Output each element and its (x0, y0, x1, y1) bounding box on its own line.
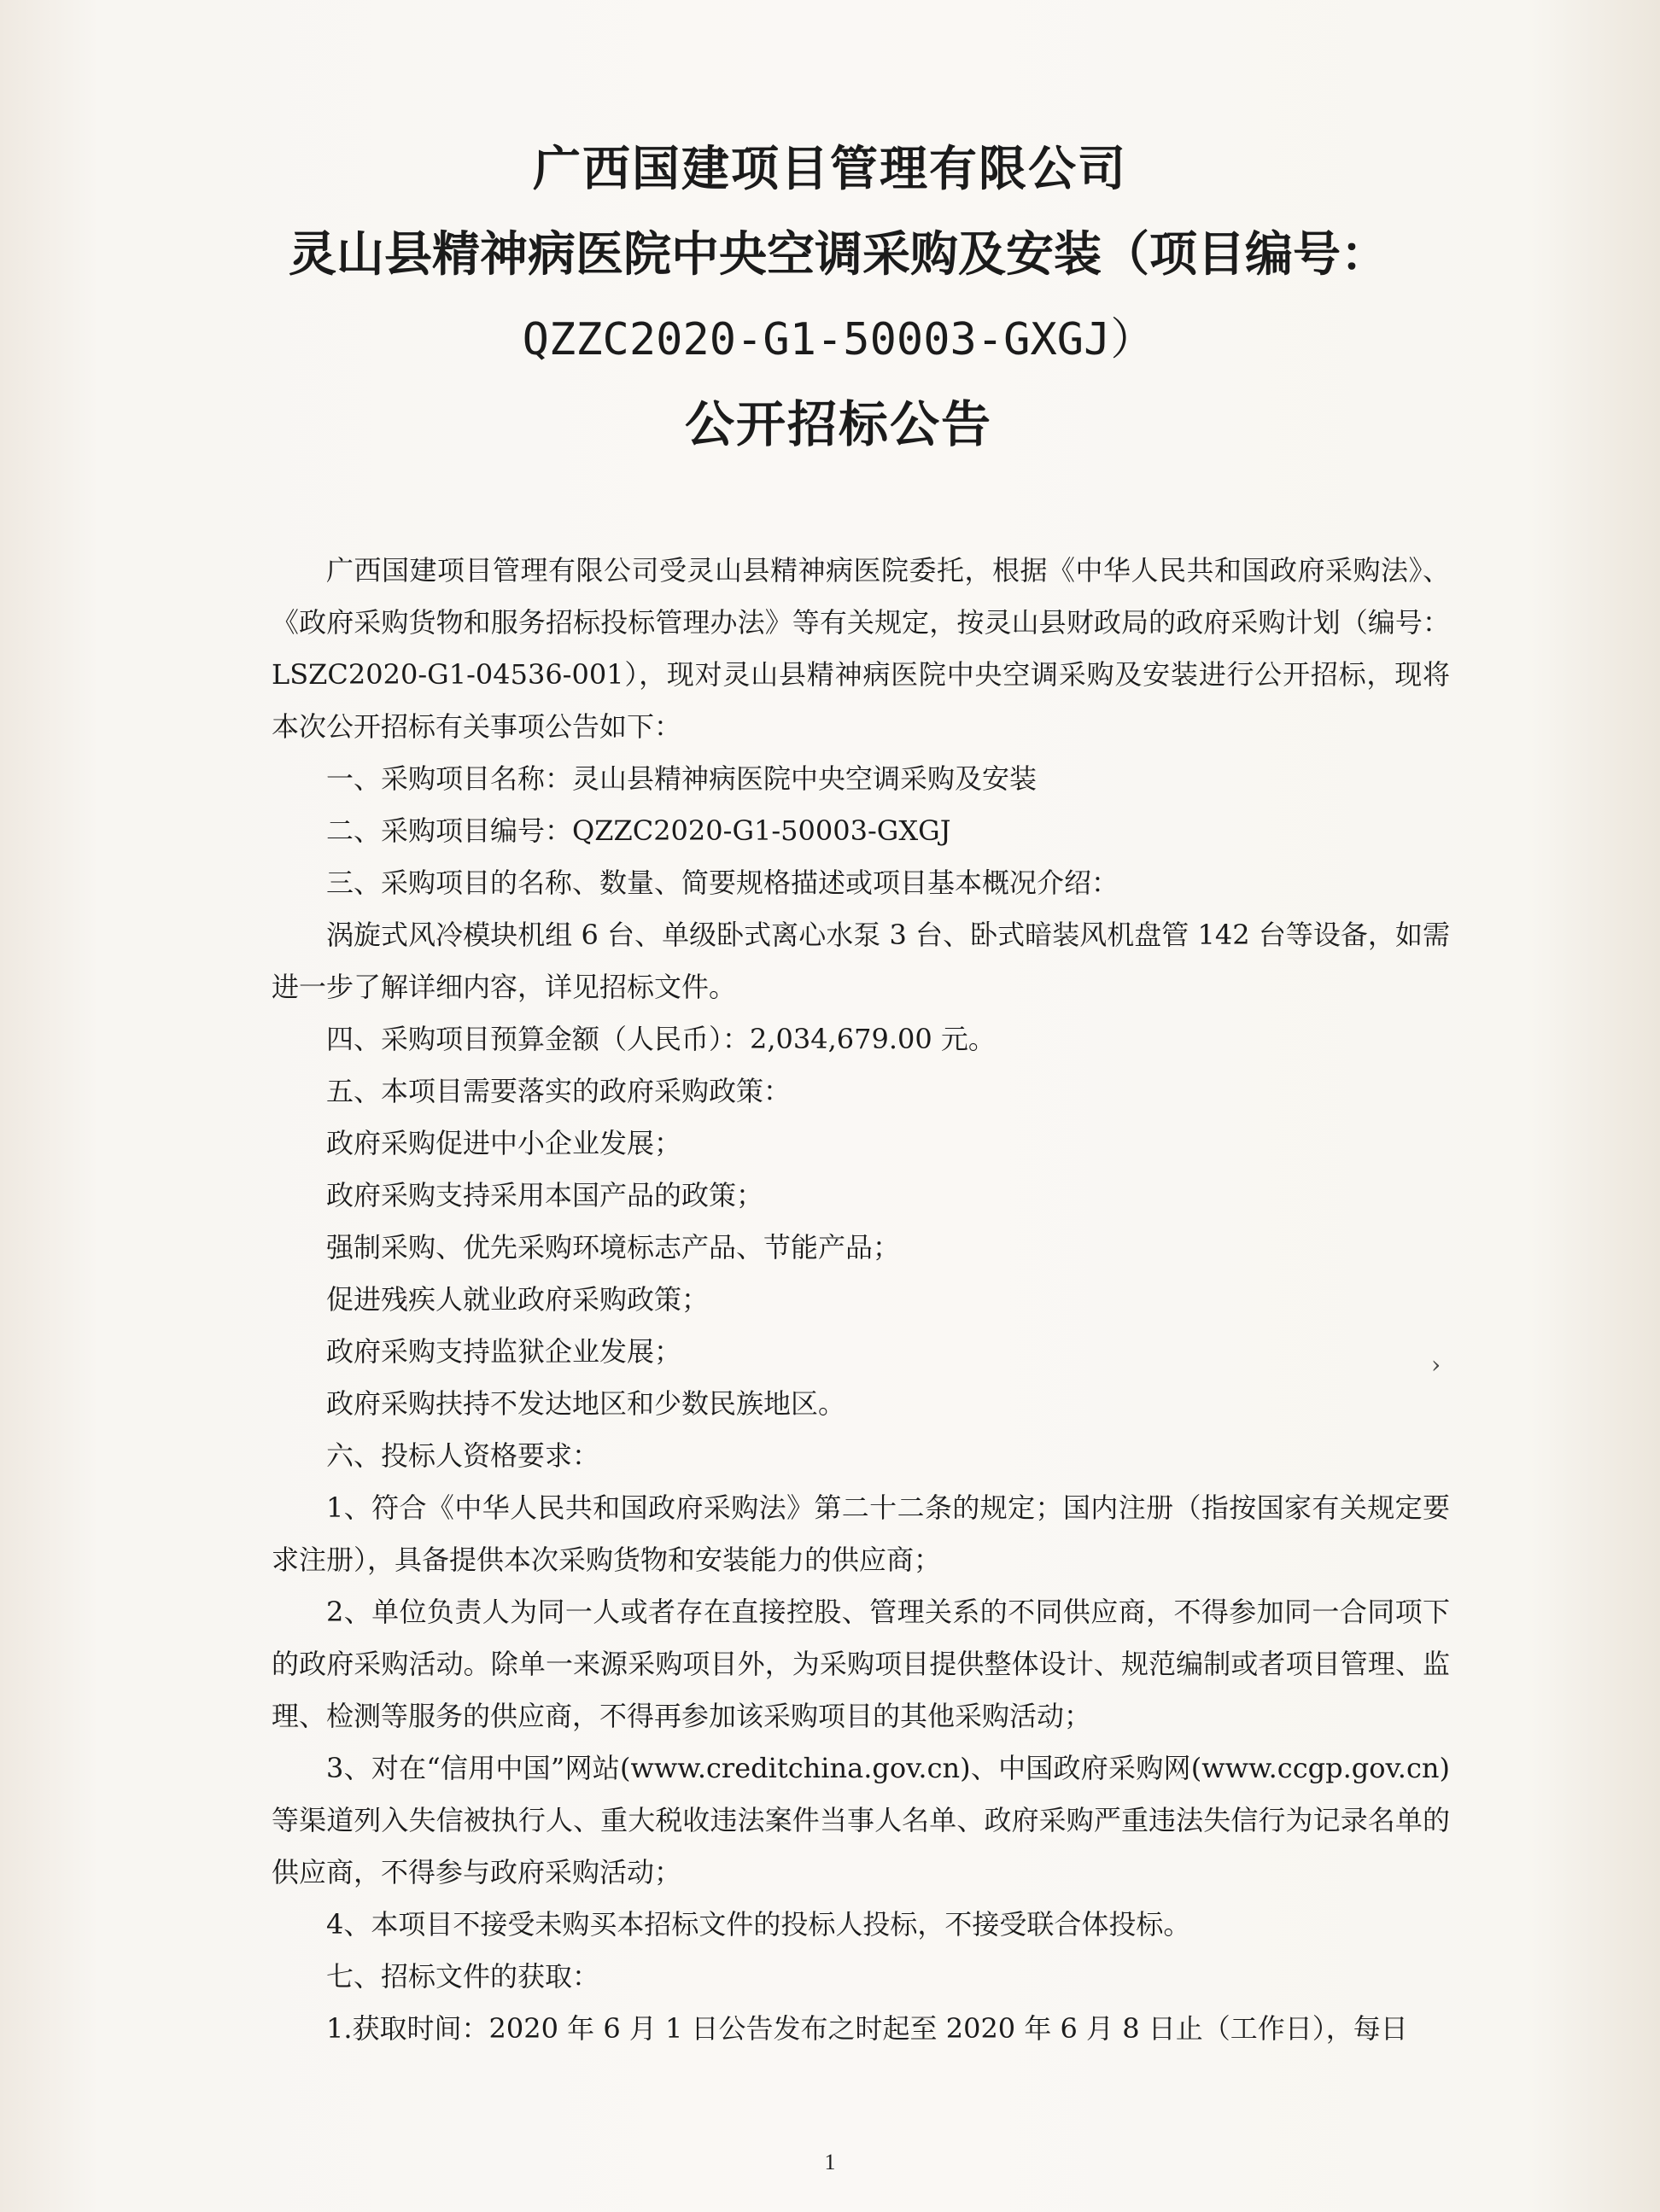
document-body (272, 545, 1450, 2055)
qualification-item: 2、单位负责人为同一人或者存在直接控股、管理关系的不同供应商，不得参加同一合同项下的政府采购活动。除单一来源采购项目外，为采购项目提供整体设计、规范编制或者项目管理、监理、检测等服务的供应商，不得再参加该采购项目的其他采购活动； (272, 1596, 1450, 1732)
section-3-body: 涡旋式风冷模块机组 6 台、单级卧式离心水泵 3 台、卧式暗装风机盘管 142 台等设备，如需进一步了解详细内容，详见招标文件。 (272, 919, 1450, 1003)
document-title-block (0, 141, 1660, 453)
qualification-item: 3、对在“信用中国”网站(www.creditchina.gov.cn)、中国政府采购网(www.ccgp.gov.cn)等渠道列入失信被执行人、重大税收违法案件当事人名单、政府采购严重违法失信行为记录名单的供应商，不得参与政府采购活动； (272, 1752, 1450, 1888)
title-announcement: 公开招标公告 (684, 395, 992, 453)
section-1: 一、采购项目名称：灵山县精神病医院中央空调采购及安装 (326, 762, 1038, 795)
policy-item: 政府采购支持采用本国产品的政策； (326, 1179, 764, 1211)
intro-paragraph: 广西国建项目管理有限公司受灵山县精神病医院委托，根据《中华人民共和国政府采购法》、《政府采购货物和服务招标投标管理办法》等有关规定，按灵山县财政局的政府采购计划（编号：LSZC2020-G1-04536-001），现对灵山县精神病医院中央空调采购及安装进行公开招标，现将本次公开招标有关事项公告如下： (272, 554, 1450, 743)
policy-item: 政府采购支持监狱企业发展； (326, 1335, 682, 1368)
policy-item: 政府采购促进中小企业发展； (326, 1127, 682, 1159)
title-project-number: QZZC2020-G1-50003-GXGJ） (522, 314, 1155, 365)
section-5-heading: 五、本项目需要落实的政府采购政策： (326, 1075, 792, 1107)
section-6-heading: 六、投标人资格要求： (326, 1439, 600, 1472)
title-project: 灵山县精神病医院中央空调采购及安装（项目编号： (289, 226, 1388, 283)
section-4: 四、采购项目预算金额（人民币）：2,034,679.00 元。 (326, 1023, 996, 1055)
margin-mark: › (1431, 1351, 1441, 1379)
policy-item: 促进残疾人就业政府采购政策； (326, 1283, 710, 1316)
title-company: 广西国建项目管理有限公司 (533, 141, 1127, 197)
policy-item: 强制采购、优先采购环境标志产品、节能产品； (326, 1231, 901, 1264)
page-number: 1 (824, 2150, 836, 2174)
qualification-item: 4、本项目不接受未购买本招标文件的投标人投标，不接受联合体投标。 (326, 1908, 1191, 1941)
section-2: 二、采购项目编号：QZZC2020-G1-50003-GXGJ (326, 814, 951, 847)
acquisition-time: 1.获取时间：2020 年 6 月 1 日公告发布之时起至 2020 年 6 月 8 日止（工作日），每日 (326, 2012, 1408, 2045)
qualification-item: 1、符合《中华人民共和国政府采购法》第二十二条的规定；国内注册（指按国家有关规定要求注册），具备提供本次采购货物和安装能力的供应商； (272, 1491, 1450, 1576)
section-7-heading: 七、招标文件的获取： (326, 1960, 600, 1993)
section-3-heading: 三、采购项目的名称、数量、简要规格描述或项目基本概况介绍： (326, 867, 1119, 899)
policy-item: 政府采购扶持不发达地区和少数民族地区。 (326, 1387, 846, 1420)
